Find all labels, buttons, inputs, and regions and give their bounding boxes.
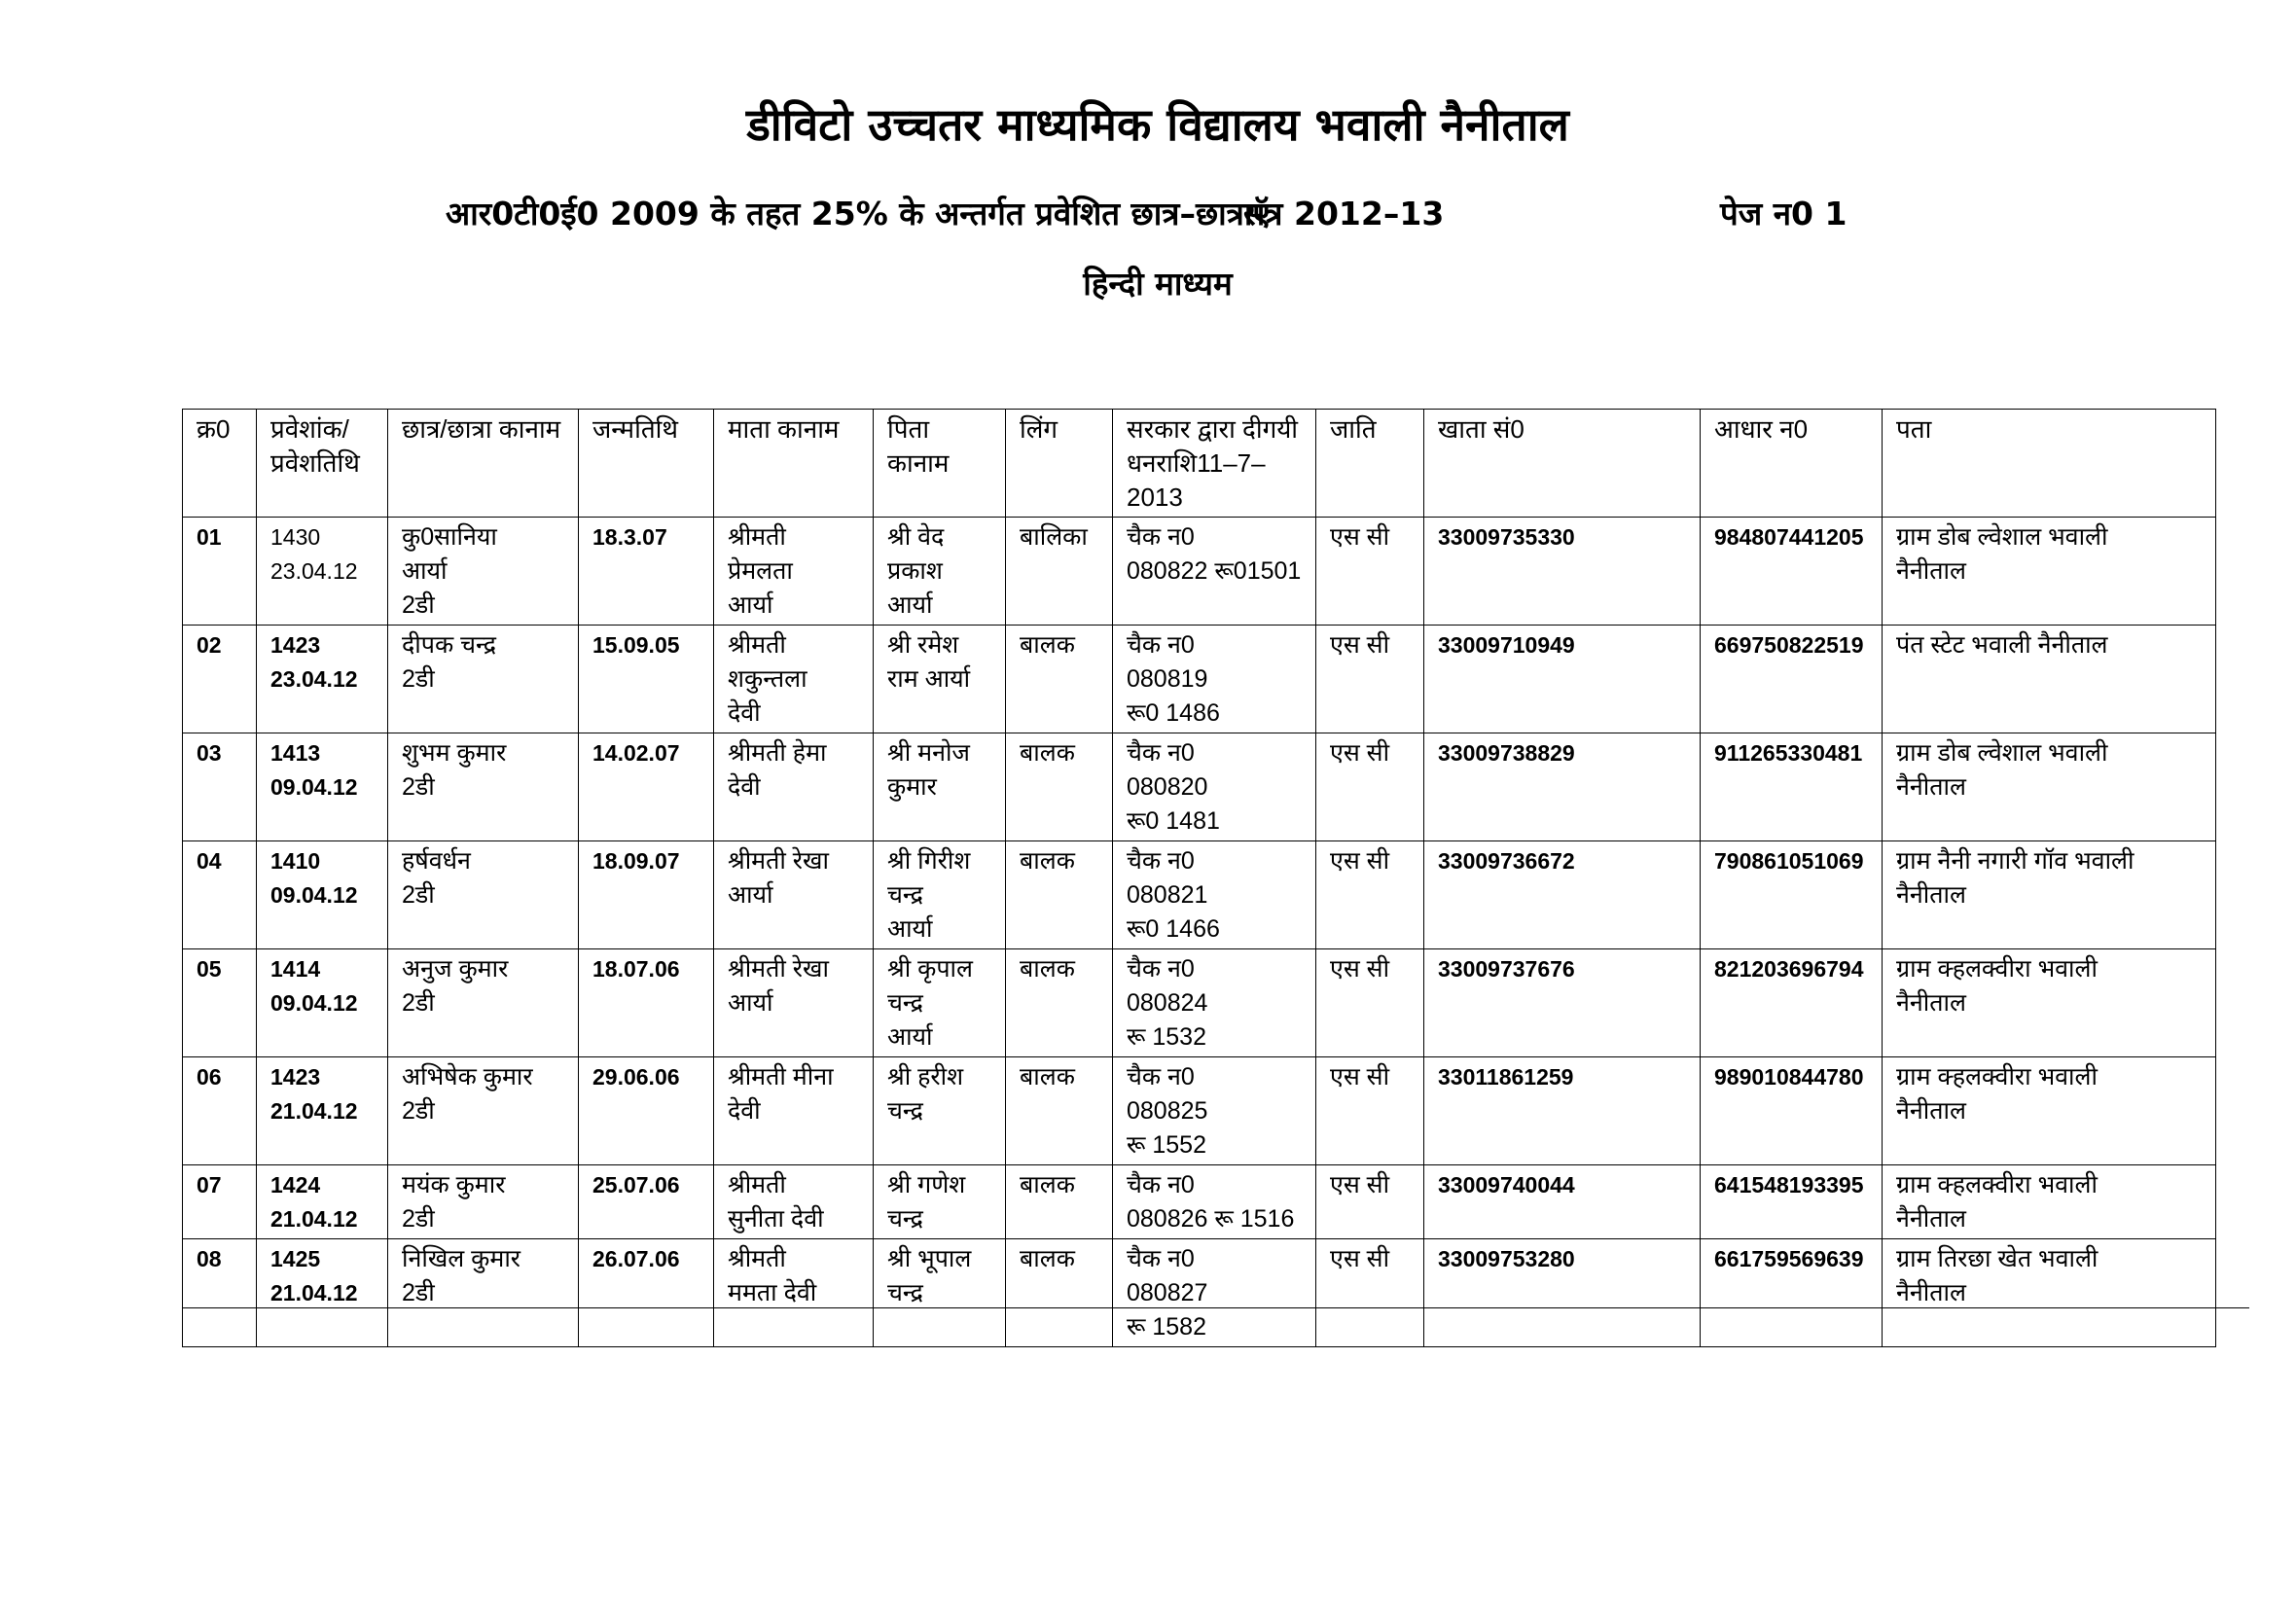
admission-cell-line: 1423 xyxy=(270,632,321,658)
column-header-4 xyxy=(714,410,874,518)
address-cell xyxy=(1883,733,2216,841)
account-number-cell: 33009753280 xyxy=(1424,1239,1701,1347)
address-cell xyxy=(1883,626,2216,733)
mother-name-cell-line: आर्या xyxy=(728,591,773,619)
gender-cell: बालक xyxy=(1006,733,1113,841)
admission-cell xyxy=(257,733,388,841)
gender-cell: बालक xyxy=(1006,1057,1113,1165)
father-name-cell xyxy=(874,1239,1006,1347)
amount-cell-line: रू 1552 xyxy=(1127,1131,1206,1159)
aadhar-number-cell: 661759569639 xyxy=(1701,1239,1883,1347)
column-header-8-line: जाति xyxy=(1330,414,1377,444)
amount-cell xyxy=(1113,1057,1316,1165)
amount-cell xyxy=(1113,733,1316,841)
dob-cell: 18.07.06 xyxy=(579,949,714,1057)
father-name-cell xyxy=(874,518,1006,626)
mother-name-cell-line: श्रीमती xyxy=(728,1245,786,1272)
admission-cell xyxy=(257,1057,388,1165)
admission-cell xyxy=(257,518,388,626)
column-header-0 xyxy=(183,410,257,518)
account-number-cell: 33009738829 xyxy=(1424,733,1701,841)
student-name-cell-line: 2डी xyxy=(402,989,435,1017)
amount-cell xyxy=(1113,626,1316,733)
caste-cell: एस सी xyxy=(1316,518,1424,626)
mother-name-cell xyxy=(714,733,874,841)
father-name-cell-line: श्री गिरीश xyxy=(887,847,971,875)
student-name-cell xyxy=(388,841,579,949)
student-name-cell xyxy=(388,1239,579,1347)
address-cell xyxy=(1883,1239,2216,1347)
address-cell-line: ग्राम क्हलक्वीरा भवाली xyxy=(1896,1171,2098,1198)
father-name-cell-line: चन्द्र xyxy=(887,989,923,1017)
address-cell-line: नैनीताल xyxy=(1896,557,1966,585)
gender-cell: बालक xyxy=(1006,1239,1113,1347)
father-name-cell-line: आर्या xyxy=(887,915,933,943)
admission-cell-line: 21.04.12 xyxy=(270,1206,358,1232)
student-name-cell-line: मयंक कुमार xyxy=(402,1171,506,1198)
amount-cell-line: चैक न0 xyxy=(1127,847,1195,875)
table-row xyxy=(183,949,2216,1057)
address-cell-line: नैनीताल xyxy=(1896,1279,1966,1306)
column-header-10 xyxy=(1701,410,1883,518)
account-number-cell: 33009737676 xyxy=(1424,949,1701,1057)
serial-number-cell: 07 xyxy=(183,1165,257,1239)
amount-cell-line: 080820 xyxy=(1127,773,1208,801)
caste-cell: एस सी xyxy=(1316,626,1424,733)
student-name-cell-line: हर्षवर्धन xyxy=(402,847,471,875)
mother-name-cell-line: देवी xyxy=(728,773,761,801)
column-header-7-line: सरकार द्वारा दी xyxy=(1127,414,1263,444)
serial-number-cell: 01 xyxy=(183,518,257,626)
student-name-cell-line: अनुज कुमार xyxy=(402,955,509,983)
aadhar-number-cell: 669750822519 xyxy=(1701,626,1883,733)
aadhar-number-cell: 641548193395 xyxy=(1701,1165,1883,1239)
aadhar-number-cell: 821203696794 xyxy=(1701,949,1883,1057)
account-number-cell: 33009736672 xyxy=(1424,841,1701,949)
mother-name-cell xyxy=(714,1239,874,1347)
amount-cell-line: 080825 xyxy=(1127,1097,1208,1125)
column-header-1-line: प्रवेशांक/ xyxy=(270,414,349,444)
table-body xyxy=(183,518,2216,1347)
amount-cell-line: चैक न0 xyxy=(1127,955,1195,983)
father-name-cell-line: चन्द्र xyxy=(887,881,923,909)
dob-cell: 18.3.07 xyxy=(579,518,714,626)
student-name-cell xyxy=(388,626,579,733)
student-name-cell-line: अभिषेक कुमार xyxy=(402,1063,533,1091)
address-cell-line: नैनीताल xyxy=(1896,1205,1966,1233)
address-cell-line: ग्राम क्हलक्वीरा भवाली xyxy=(1896,1063,2098,1091)
amount-cell xyxy=(1113,1239,1316,1347)
mother-name-cell-line: आर्या xyxy=(728,881,773,909)
father-name-cell-line: श्री वेद xyxy=(887,523,945,551)
mother-name-cell-line: सुनीता देवी xyxy=(728,1205,824,1233)
father-name-cell xyxy=(874,626,1006,733)
address-cell-line: नैनीताल xyxy=(1896,773,1966,801)
address-cell-line: ग्राम क्हलक्वीरा भवाली xyxy=(1896,955,2098,983)
mother-name-cell xyxy=(714,1165,874,1239)
amount-cell xyxy=(1113,949,1316,1057)
table-row xyxy=(183,1239,2216,1347)
gender-cell: बालक xyxy=(1006,949,1113,1057)
account-number-cell: 33009740044 xyxy=(1424,1165,1701,1239)
column-header-10-line: आधार न0 xyxy=(1714,414,1809,444)
mother-name-cell-line: देवी xyxy=(728,1097,761,1125)
father-name-cell-line: आर्या xyxy=(887,1023,933,1051)
amount-cell-line: रू 1582 xyxy=(1127,1313,1206,1341)
mother-name-cell-line: शकुन्तला xyxy=(728,665,807,693)
student-name-cell-line: 2डी xyxy=(402,1097,435,1125)
amount-cell-line: रू0 1466 xyxy=(1127,915,1220,943)
serial-number-cell: 05 xyxy=(183,949,257,1057)
address-cell xyxy=(1883,1165,2216,1239)
column-header-7-line: 11–7–2013 xyxy=(1127,448,1266,512)
dob-cell: 15.09.05 xyxy=(579,626,714,733)
amount-cell-line: चैक न0 xyxy=(1127,739,1195,767)
column-header-1 xyxy=(257,410,388,518)
amount-cell-line: 080822 रू01501 xyxy=(1127,557,1302,585)
table-row xyxy=(183,626,2216,733)
student-name-cell xyxy=(388,949,579,1057)
father-name-cell-line: श्री भूपाल xyxy=(887,1245,972,1272)
address-cell-line: नैनीताल xyxy=(1896,881,1966,909)
account-number-cell: 33009735330 xyxy=(1424,518,1701,626)
father-name-cell-line: श्री मनोज xyxy=(887,739,970,767)
caste-cell: एस सी xyxy=(1316,733,1424,841)
account-number-cell: 33009710949 xyxy=(1424,626,1701,733)
students-table xyxy=(182,409,2216,1347)
father-name-cell-line: प्रकाश xyxy=(887,557,943,585)
mother-name-cell-line: श्रीमती हेमा xyxy=(728,739,827,767)
father-name-cell-line: चन्द्र xyxy=(887,1279,923,1306)
table-row xyxy=(183,1165,2216,1239)
address-cell-line: नैनीताल xyxy=(1896,989,1966,1017)
father-name-cell-line: राम आर्या xyxy=(887,665,971,693)
serial-number-cell: 03 xyxy=(183,733,257,841)
caste-cell: एस सी xyxy=(1316,841,1424,949)
father-name-cell xyxy=(874,1057,1006,1165)
mother-name-cell-line: ममता देवी xyxy=(728,1279,817,1306)
address-cell xyxy=(1883,841,2216,949)
column-header-9 xyxy=(1424,410,1701,518)
amount-cell-line: 080827 xyxy=(1127,1279,1208,1306)
admission-cell xyxy=(257,841,388,949)
dob-cell: 14.02.07 xyxy=(579,733,714,841)
father-name-cell-line: चन्द्र xyxy=(887,1205,923,1233)
mother-name-cell-line: श्रीमती xyxy=(728,523,786,551)
serial-number-cell: 06 xyxy=(183,1057,257,1165)
admission-cell xyxy=(257,949,388,1057)
address-cell-line: ग्राम नैनी नगारी गॉव भवाली xyxy=(1896,847,2135,875)
father-name-cell-line: श्री हरीश xyxy=(887,1063,964,1091)
admission-cell-line: 1425 xyxy=(270,1246,321,1271)
column-header-11 xyxy=(1883,410,2216,518)
student-name-cell-line: 2डी xyxy=(402,1279,435,1306)
student-name-cell xyxy=(388,733,579,841)
amount-cell-line: चैक न0 xyxy=(1127,631,1195,659)
address-cell xyxy=(1883,518,2216,626)
gender-cell: बालक xyxy=(1006,1165,1113,1239)
column-header-5-line: पिता का xyxy=(887,414,930,478)
admission-cell-line: 1410 xyxy=(270,848,321,874)
column-header-5 xyxy=(874,410,1006,518)
page-number: पेज न0 1 xyxy=(1720,195,1848,232)
session-label: सत्र 2012–13 xyxy=(1243,195,1445,232)
table-row xyxy=(183,733,2216,841)
student-name-cell xyxy=(388,1057,579,1165)
admission-cell-line: 1430 xyxy=(270,524,321,550)
amount-cell-line: रू 1532 xyxy=(1127,1023,1206,1051)
serial-number-cell: 02 xyxy=(183,626,257,733)
column-header-6 xyxy=(1006,410,1113,518)
aadhar-number-cell: 911265330481 xyxy=(1701,733,1883,841)
column-header-3 xyxy=(579,410,714,518)
column-header-6-line: लिंग xyxy=(1020,414,1058,444)
student-name-cell-line: 2डी xyxy=(402,881,435,909)
student-name-cell-line: 2डी xyxy=(402,773,435,801)
column-header-2-line: छात्र/छात्रा का xyxy=(402,414,525,444)
amount-cell xyxy=(1113,1165,1316,1239)
column-header-0-line: क्र0 xyxy=(197,414,231,444)
admission-cell-line: 23.04.12 xyxy=(270,558,358,584)
student-name-cell-line: आर्या xyxy=(402,557,448,585)
amount-cell xyxy=(1113,518,1316,626)
student-name-cell-line: 2डी xyxy=(402,591,435,619)
admission-cell-line: 21.04.12 xyxy=(270,1098,358,1124)
column-header-3-line: जन्मतिथि xyxy=(592,414,679,444)
amount-cell-line: 080819 xyxy=(1127,665,1208,693)
table-row xyxy=(183,518,2216,626)
mother-name-cell xyxy=(714,841,874,949)
document-title: डीविटो उच्चतर माध्यमिक विद्यालय भवाली नैनीताल xyxy=(746,98,1569,151)
caste-cell: एस सी xyxy=(1316,1165,1424,1239)
document-subtitle: आर0टी0ई0 2009 के तहत 25% के अन्तर्गत प्रवेशित छात्र–छात्राऍ xyxy=(446,195,1271,232)
serial-number-cell: 08 xyxy=(183,1239,257,1347)
mother-name-cell xyxy=(714,1057,874,1165)
amount-cell-line: 080821 xyxy=(1127,881,1208,909)
father-name-cell xyxy=(874,949,1006,1057)
admission-cell-line: 1413 xyxy=(270,740,321,766)
mother-name-cell xyxy=(714,626,874,733)
admission-cell-line: 1424 xyxy=(270,1172,321,1198)
column-header-2 xyxy=(388,410,579,518)
amount-cell-line: रू0 1481 xyxy=(1127,807,1220,835)
header-row xyxy=(183,410,2216,518)
amount-cell-line: चैक न0 xyxy=(1127,1063,1195,1091)
address-cell-line: ग्राम डोब ल्वेशाल भवाली xyxy=(1896,523,2108,551)
admission-cell xyxy=(257,1239,388,1347)
amount-cell-line: चैक न0 xyxy=(1127,1171,1195,1198)
father-name-cell xyxy=(874,841,1006,949)
student-name-cell-line: कु0सानिया xyxy=(402,523,497,551)
column-header-2-line: नाम xyxy=(524,414,561,444)
mother-name-cell xyxy=(714,518,874,626)
address-cell-line: ग्राम डोब ल्वेशाल भवाली xyxy=(1896,739,2108,767)
amount-cell-line: 080824 xyxy=(1127,989,1208,1017)
admission-cell-line: 1414 xyxy=(270,956,321,982)
mother-name-cell-line: देवी xyxy=(728,699,761,727)
caste-cell: एस सी xyxy=(1316,949,1424,1057)
student-name-cell-line: निखिल कुमार xyxy=(402,1245,521,1272)
gender-cell: बालिका xyxy=(1006,518,1113,626)
mother-name-cell-line: आर्या xyxy=(728,989,773,1017)
address-cell xyxy=(1883,1057,2216,1165)
student-name-cell-line: 2डी xyxy=(402,665,435,693)
column-header-9-line: खाता सं0 xyxy=(1438,414,1525,444)
amount-cell-line: चैक न0 xyxy=(1127,1245,1195,1272)
admission-cell-line: 09.04.12 xyxy=(270,882,358,908)
amount-cell-line: 080826 रू 1516 xyxy=(1127,1205,1295,1233)
table-trailing-rule xyxy=(182,1307,2249,1308)
column-header-7 xyxy=(1113,410,1316,518)
admission-cell-line: 09.04.12 xyxy=(270,990,358,1016)
mother-name-cell-line: श्रीमती मीना xyxy=(728,1063,834,1091)
student-name-cell-line: शुभम कुमार xyxy=(402,739,507,767)
account-number-cell: 33011861259 xyxy=(1424,1057,1701,1165)
father-name-cell-line: श्री गणेश xyxy=(887,1171,966,1198)
admission-cell-line: 09.04.12 xyxy=(270,774,358,800)
mother-name-cell xyxy=(714,949,874,1057)
column-header-5-line: नाम xyxy=(913,448,950,478)
amount-cell-line: रू0 1486 xyxy=(1127,699,1220,727)
column-header-4-line: माता का xyxy=(728,414,804,444)
table-row xyxy=(183,841,2216,949)
dob-cell: 18.09.07 xyxy=(579,841,714,949)
column-header-1-line: तिथि xyxy=(315,448,360,478)
amount-cell-line: चैक न0 xyxy=(1127,523,1195,551)
medium-label: हिन्दी माध्यम xyxy=(1083,265,1233,303)
column-header-1-line: प्रवेश xyxy=(270,448,316,478)
serial-number-cell: 04 xyxy=(183,841,257,949)
dob-cell: 26.07.06 xyxy=(579,1239,714,1347)
caste-cell: एस सी xyxy=(1316,1057,1424,1165)
column-header-8 xyxy=(1316,410,1424,518)
mother-name-cell-line: श्रीमती xyxy=(728,631,786,659)
address-cell-line: पंत स्टेट भवाली नैनीताल xyxy=(1896,631,2108,659)
column-header-11-line: पता xyxy=(1896,414,1932,444)
address-cell-line: ग्राम तिरछा खेत भवाली xyxy=(1896,1245,2099,1272)
father-name-cell-line: कुमार xyxy=(887,773,937,801)
mother-name-cell-line: श्रीमती रेखा xyxy=(728,955,829,983)
column-header-7-line: गयी धनराशि xyxy=(1127,414,1299,478)
student-name-cell-line: दीपक चन्द्र xyxy=(402,631,496,659)
admission-cell-line: 21.04.12 xyxy=(270,1280,358,1305)
student-name-cell xyxy=(388,1165,579,1239)
mother-name-cell-line: श्रीमती रेखा xyxy=(728,847,829,875)
mother-name-cell-line: श्रीमती xyxy=(728,1171,786,1198)
father-name-cell-line: श्री कृपाल xyxy=(887,955,973,983)
admission-cell xyxy=(257,1165,388,1239)
dob-cell: 29.06.06 xyxy=(579,1057,714,1165)
address-cell-line: नैनीताल xyxy=(1896,1097,1966,1125)
admission-cell xyxy=(257,626,388,733)
father-name-cell xyxy=(874,1165,1006,1239)
table-row xyxy=(183,1057,2216,1165)
aadhar-number-cell: 790861051069 xyxy=(1701,841,1883,949)
column-header-4-line: नाम xyxy=(803,414,840,444)
aadhar-number-cell: 984807441205 xyxy=(1701,518,1883,626)
father-name-cell-line: चन्द्र xyxy=(887,1097,923,1125)
caste-cell: एस सी xyxy=(1316,1239,1424,1347)
father-name-cell-line: आर्या xyxy=(887,591,933,619)
address-cell xyxy=(1883,949,2216,1057)
table-header xyxy=(183,410,2216,518)
father-name-cell xyxy=(874,733,1006,841)
admission-cell-line: 23.04.12 xyxy=(270,666,358,692)
father-name-cell-line: श्री रमेश xyxy=(887,631,959,659)
student-name-cell-line: 2डी xyxy=(402,1205,435,1233)
mother-name-cell-line: प्रेमलता xyxy=(728,557,793,585)
admission-cell-line: 1423 xyxy=(270,1064,321,1090)
dob-cell: 25.07.06 xyxy=(579,1165,714,1239)
student-name-cell xyxy=(388,518,579,626)
amount-cell xyxy=(1113,841,1316,949)
aadhar-number-cell: 989010844780 xyxy=(1701,1057,1883,1165)
gender-cell: बालक xyxy=(1006,841,1113,949)
gender-cell: बालक xyxy=(1006,626,1113,733)
